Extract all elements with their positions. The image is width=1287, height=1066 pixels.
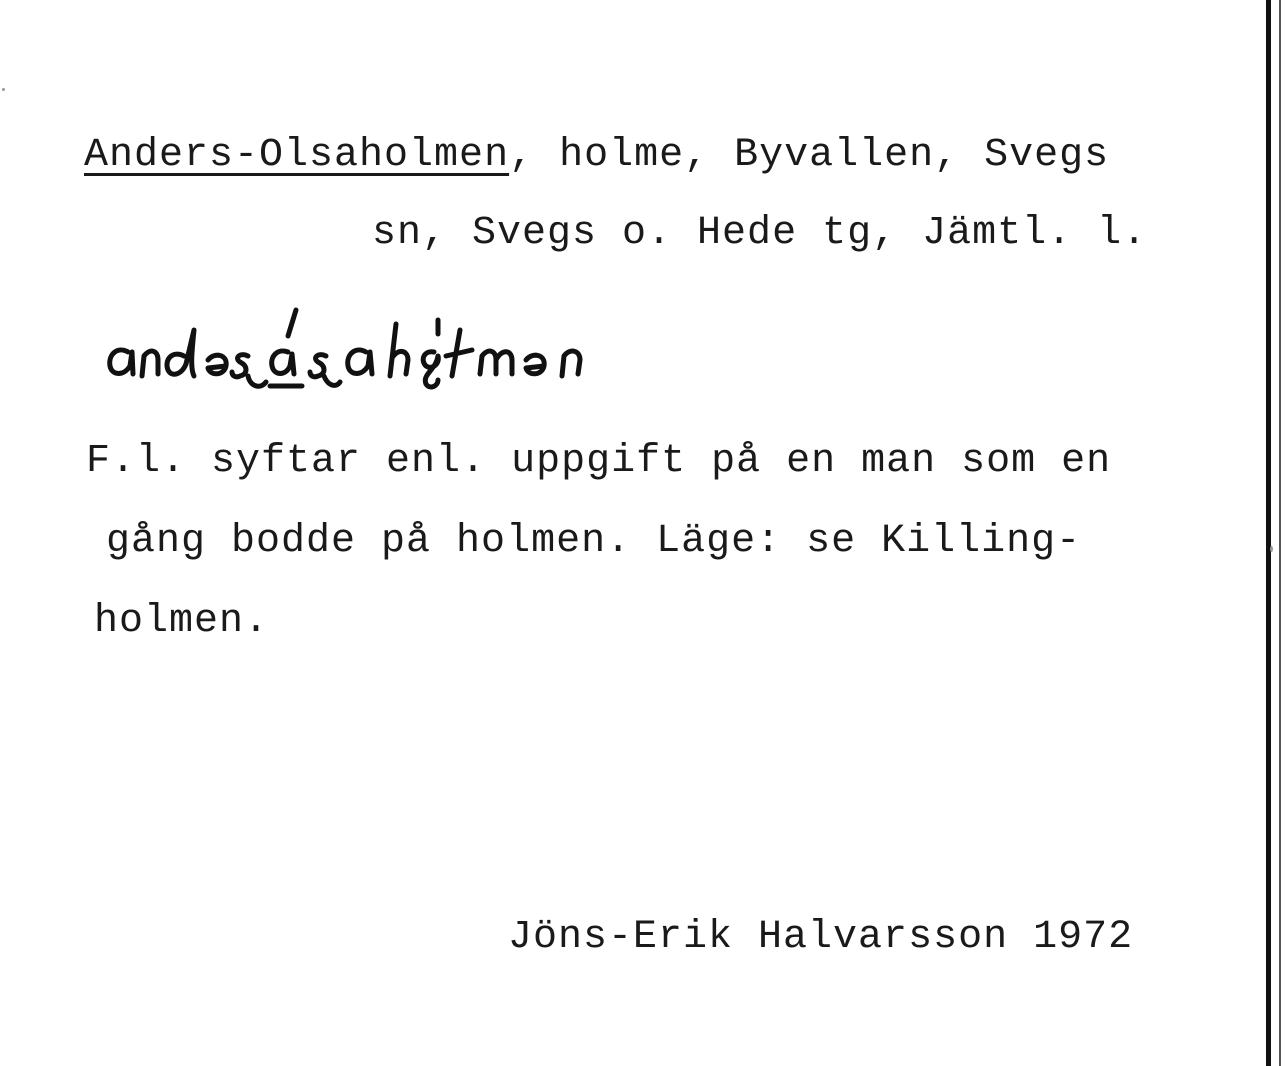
note-line-2: gång bodde på holmen. Läge: se Killing- [106, 519, 1082, 564]
note-line-3: holmen. [94, 599, 270, 644]
phonetic-handwriting [100, 290, 700, 400]
headword-description: , holme, Byvallen, Svegs [509, 133, 1110, 178]
card-edge-shadow [1279, 0, 1281, 1066]
card-edge [1266, 0, 1271, 1066]
title-line [84, 133, 1110, 178]
signature: Jöns-Erik Halvarsson 1972 [508, 915, 1134, 960]
phonetic-transcription [100, 290, 700, 405]
scan-speck [2, 88, 5, 91]
location-line: sn, Svegs o. Hede tg, Jämtl. l. [372, 211, 1148, 256]
headword: Anders-Olsaholmen [84, 133, 510, 178]
scan-speck [1270, 546, 1273, 552]
note-line-1: F.l. syftar enl. uppgift på en man som en [86, 439, 1112, 484]
